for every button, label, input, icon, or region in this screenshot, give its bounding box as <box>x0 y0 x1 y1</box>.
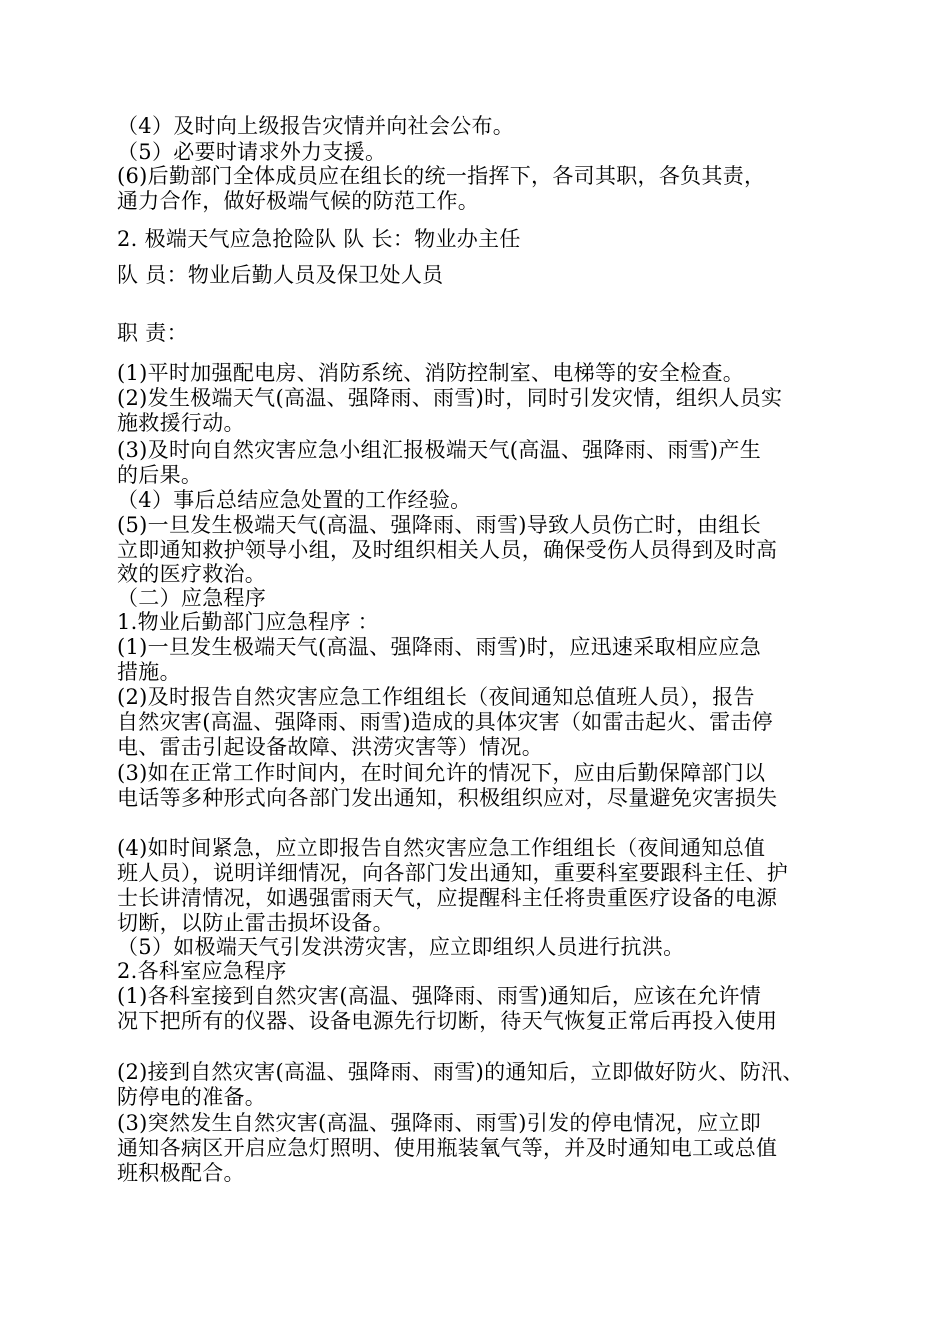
text-line: (6)后勤部门全体成员应在组长的统一指挥下，各司其职，各负其责， <box>117 164 766 188</box>
text-line: (1)各科室接到自然灾害(高温、强降雨、雨雪)通知后，应该在允许情 <box>117 984 762 1008</box>
text-line: 的后果。 <box>117 463 203 487</box>
text-line: 施救援行动。 <box>117 411 245 435</box>
text-line: (2)发生极端天气(高温、强降雨、雨雪)时，同时引发灾情，组织人员实 <box>117 386 783 410</box>
text-line: (2)接到自然灾害(高温、强降雨、雨雪)的通知后，立即做好防火、防汛、 <box>117 1060 804 1084</box>
text-line: 自然灾害(高温、强降雨、雨雪)造成的具体灾害（如雷击起火、雷击停 <box>117 710 773 734</box>
text-line: 通知各病区开启应急灯照明、使用瓶装氧气等，并及时通知电工或总值 <box>117 1136 778 1160</box>
section-heading: 2.各科室应急程序 <box>117 959 287 983</box>
text-line: (3)如在正常工作时间内，在时间允许的情况下，应由后勤保障部门以 <box>117 761 766 785</box>
text-line: （4）及时向上级报告灾情并向社会公布。 <box>117 114 515 138</box>
text-line: 2. 极端天气应急抢险队 队 长：物业办主任 <box>117 227 521 251</box>
text-line: (1)平时加强配电房、消防系统、消防控制室、电梯等的安全检查。 <box>117 361 745 385</box>
text-line: 电话等多种形式向各部门发出通知，积极组织应对，尽量避免灾害损失 <box>117 786 778 810</box>
text-line: (2)及时报告自然灾害应急工作组组长（夜间通知总值班人员），报告 <box>117 685 755 709</box>
text-line: 切断，以防止雷击损坏设备。 <box>117 911 394 935</box>
section-heading: 1.物业后勤部门应急程序 ： <box>117 610 379 634</box>
text-line: (1)一旦发生极端天气(高温、强降雨、雨雪)时，应迅速采取相应应急 <box>117 635 762 659</box>
text-line: 电、雷击引起设备故障、洪涝灾害等）情况。 <box>117 735 543 759</box>
text-line: (5)一旦发生极端天气(高温、强降雨、雨雪)导致人员伤亡时，由组长 <box>117 513 762 537</box>
text-line: (3)突然发生自然灾害(高温、强降雨、雨雪)引发的停电情况，应立即 <box>117 1111 762 1135</box>
text-line: 队 员：物业后勤人员及保卫处人员 <box>117 263 444 287</box>
text-line: 防停电的准备。 <box>117 1085 267 1109</box>
text-line: 况下把所有的仪器、设备电源先行切断，待天气恢复正常后再投入使用 <box>117 1009 778 1033</box>
text-line: （4）事后总结应急处置的工作经验。 <box>117 488 472 512</box>
text-line: （5）必要时请求外力支援。 <box>117 140 387 164</box>
text-line: 通力合作，做好极端气候的防范工作。 <box>117 189 480 213</box>
text-line: 士长讲清情况，如遇强雷雨天气，应提醒科主任将贵重医疗设备的电源 <box>117 886 778 910</box>
text-line: 班人员），说明详细情况，向各部门发出通知，重要科室要跟科主任、护 <box>117 861 789 885</box>
text-line: （5）如极端天气引发洪涝灾害，应立即组织人员进行抗洪。 <box>117 935 685 959</box>
text-line: 职 责： <box>117 321 188 345</box>
text-line: 效的医疗救治。 <box>117 562 267 586</box>
section-heading: （二）应急程序 <box>117 586 267 610</box>
text-line: 措施。 <box>117 660 181 684</box>
text-line: (4)如时间紧急，应立即报告自然灾害应急工作组组长（夜间通知总值 <box>117 836 766 860</box>
text-line: 班积极配合。 <box>117 1161 245 1185</box>
text-line: 立即通知救护领导小组，及时组织相关人员，确保受伤人员得到及时高 <box>117 538 778 562</box>
text-line: (3)及时向自然灾害应急小组汇报极端天气(高温、强降雨、雨雪)产生 <box>117 438 762 462</box>
